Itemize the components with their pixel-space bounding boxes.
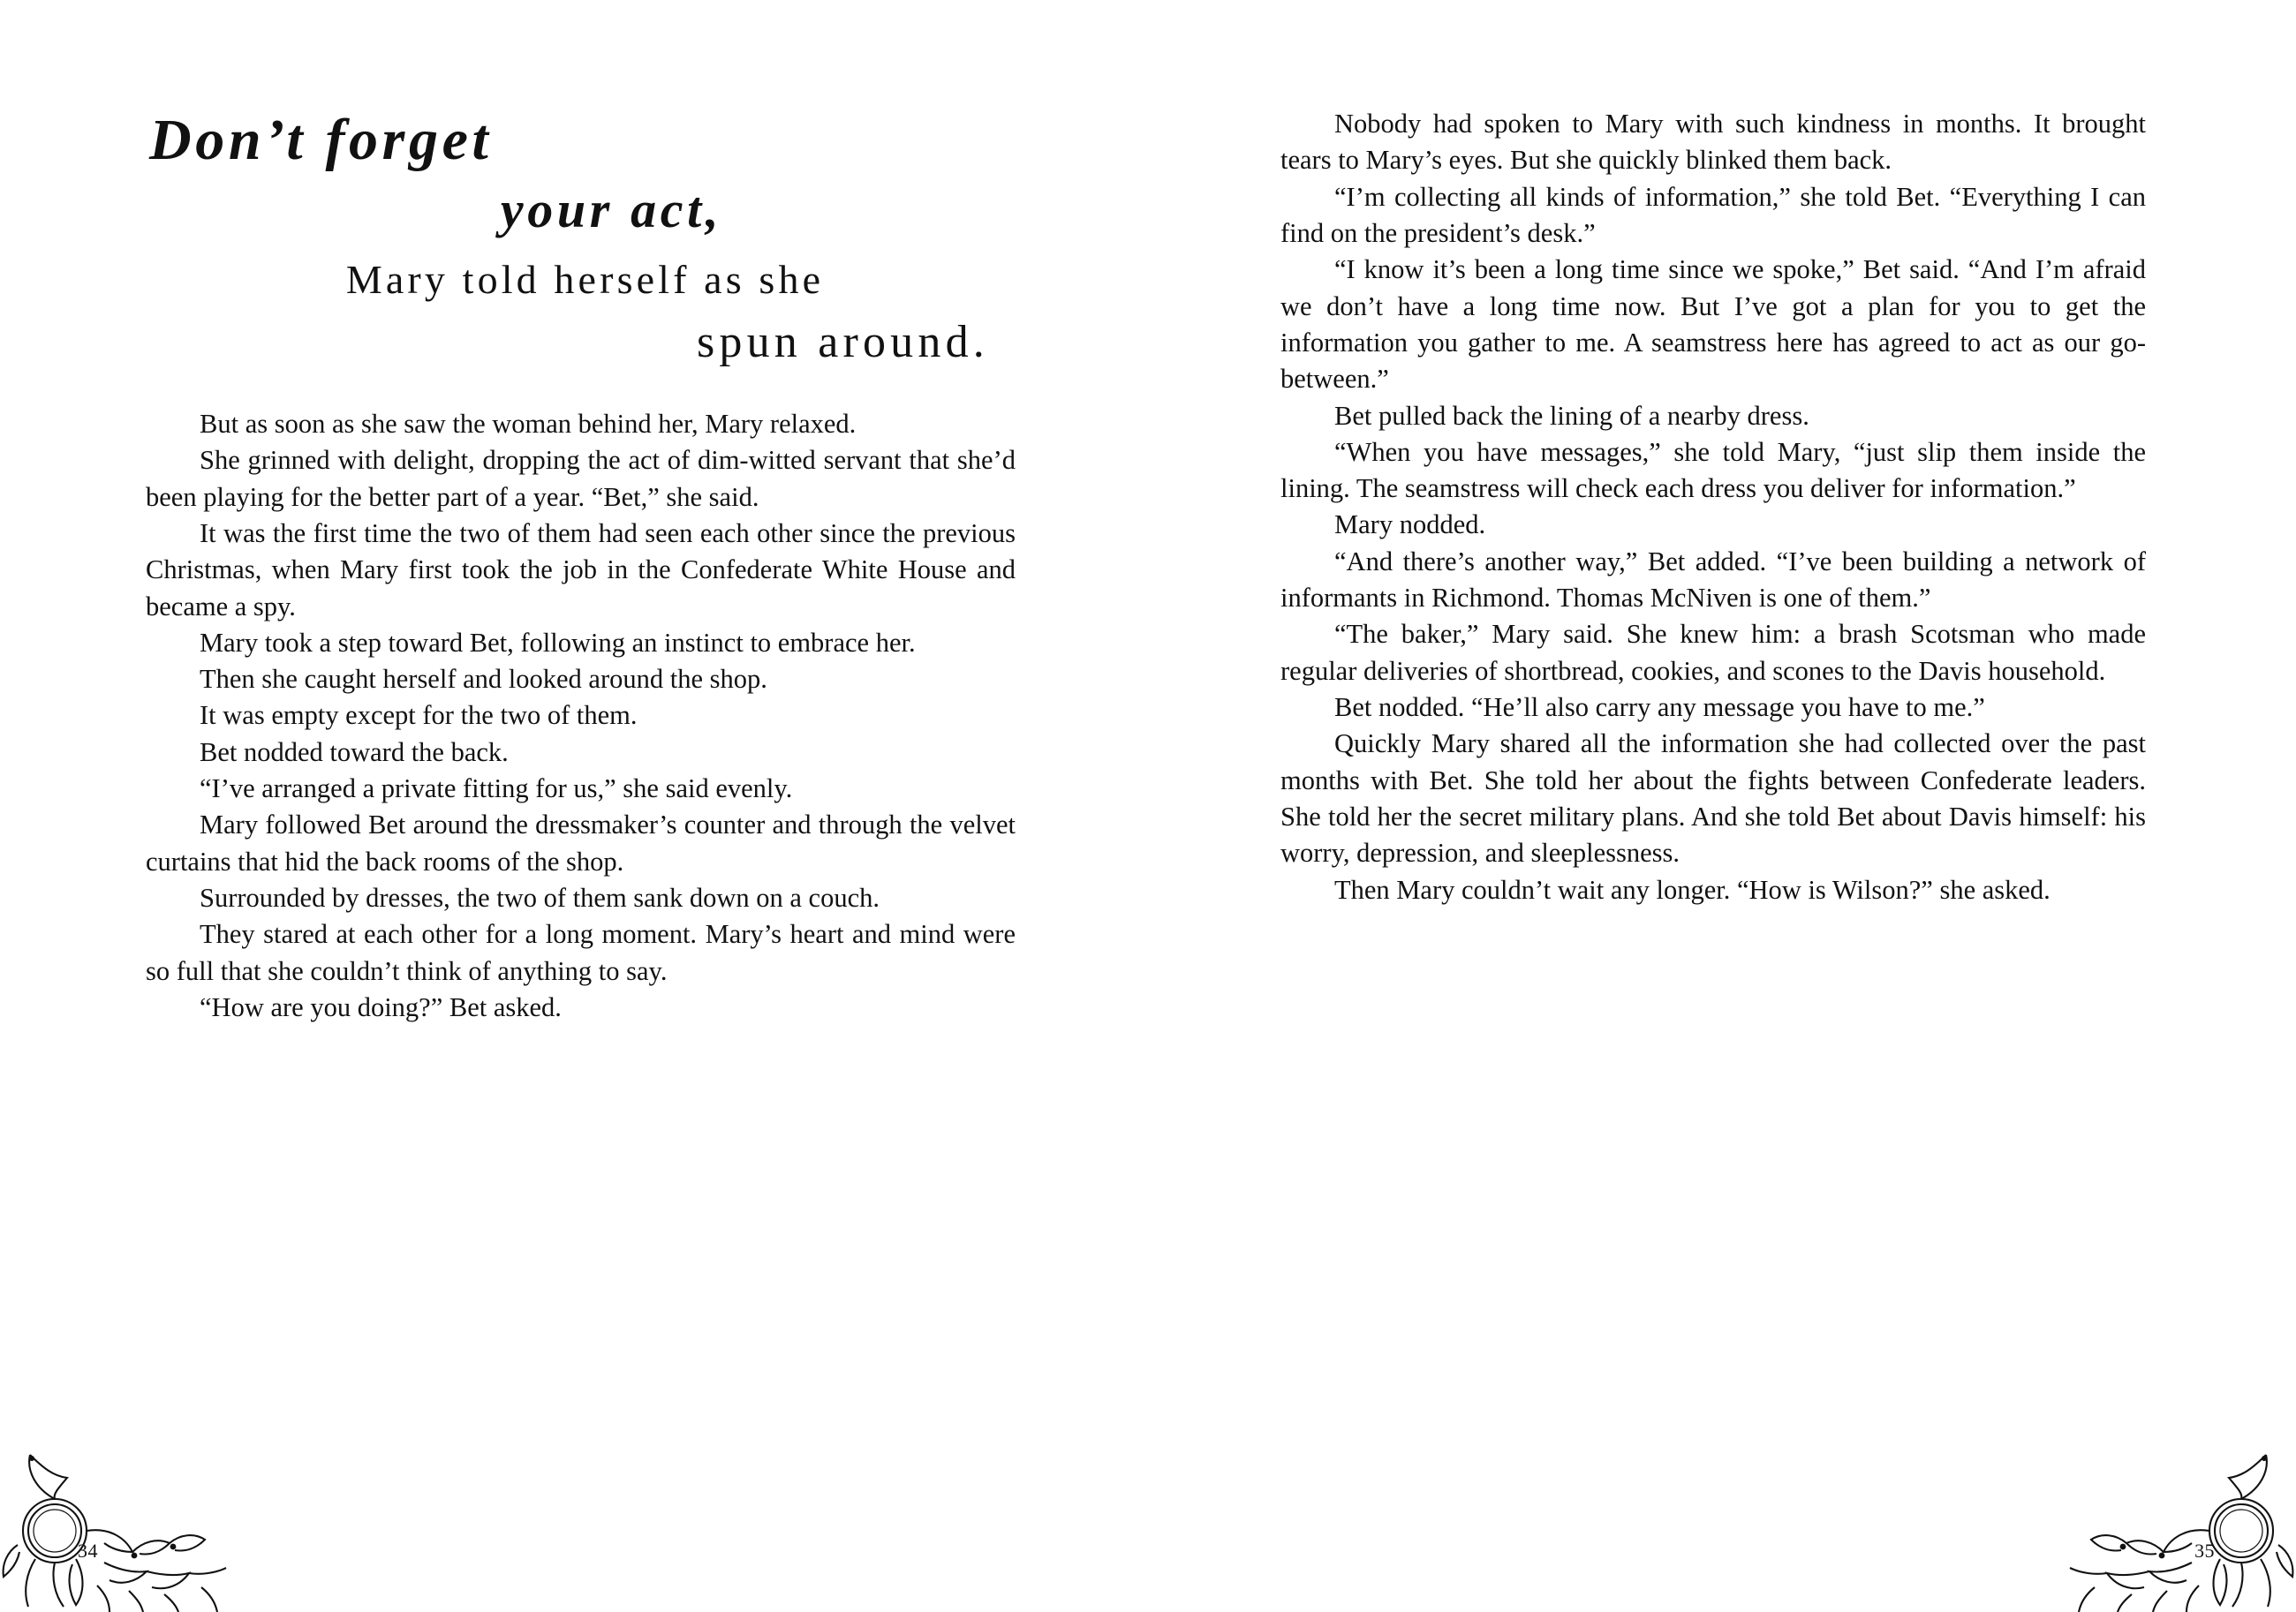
- paragraph: It was the first time the two of them had seen each other since the previous Christmas, when Mary first took the job in the Confederate White House and became a spy.: [146, 517, 1016, 621]
- paragraph: “I know it’s been a long time since we spoke,” Bet said. “And I’m afraid we don’t have a long time now. But I’ve got a plan for you to get the information you gather to me. A seamstress here has agreed to act as our go-between.”: [1280, 254, 2146, 395]
- right-page-body-text: [1280, 106, 2146, 908]
- paragraph: Then she caught herself and looked around the shop.: [200, 664, 767, 695]
- paragraph: “The baker,” Mary said. She knew him: a brash Scotsman who made regular deliveries of shortbread, cookies, and scones to the Davis household.: [1280, 619, 2146, 686]
- left-page-body-text: [146, 406, 1016, 1026]
- paragraph: She grinned with delight, dropping the act of dim-witted servant that she’d been playing for the better part of a year. “Bet,” she said.: [146, 445, 1016, 512]
- paragraph: “And there’s another way,” Bet added. “I’ve been building a network of informants in Richmond. Thomas McNiven is one of them.”: [1280, 546, 2146, 614]
- paragraph: “How are you doing?” Bet asked.: [200, 991, 562, 1022]
- paragraph: Bet pulled back the lining of a nearby dress.: [1334, 400, 1809, 431]
- paragraph: Mary nodded.: [1334, 509, 1486, 540]
- paragraph: Mary followed Bet around the dressmaker’s counter and through the velvet curtains that hid the back rooms of the shop.: [146, 810, 1016, 877]
- paragraph: Nobody had spoken to Mary with such kindness in months. It brought tears to Mary’s eyes. But she quickly blinked them back.: [1280, 109, 2146, 176]
- corner-flourish-ornament: [0, 1453, 230, 1612]
- display-heading-line-1: Don’t forget: [149, 108, 493, 172]
- paragraph: Mary took a step toward Bet, following an instinct to embrace her.: [200, 627, 916, 658]
- paragraph: Surrounded by dresses, the two of them sank down on a couch.: [200, 883, 880, 913]
- paragraph: Then Mary couldn’t wait any longer. “How is Wilson?” she asked.: [1334, 874, 2051, 905]
- paragraph: “I’m collecting all kinds of information,” she told Bet. “Everything I can find on the president’s desk.”: [1280, 181, 2146, 248]
- display-heading-line-2: your act,: [500, 180, 723, 238]
- paragraph: “When you have messages,” she told Mary, “just slip them inside the lining. The seamstress will check each dress you deliver for information.”: [1280, 436, 2146, 504]
- paragraph: Bet nodded. “He’ll also carry any message you have to me.”: [1334, 692, 1985, 722]
- right-page: [1148, 0, 2296, 1612]
- paragraph: “I’ve arranged a private fitting for us,” she said evenly.: [200, 773, 793, 804]
- page-number: 35: [2194, 1540, 2215, 1562]
- page-number: 34: [78, 1540, 98, 1562]
- paragraph: It was empty except for the two of them.: [200, 700, 638, 731]
- paragraph: Bet nodded toward the back.: [200, 736, 509, 767]
- chapter-display-heading: [146, 106, 1016, 369]
- display-heading-line-4: spun around.: [696, 316, 989, 367]
- corner-flourish-ornament: [2066, 1453, 2296, 1612]
- paragraph: But as soon as she saw the woman behind her, Mary relaxed.: [200, 408, 857, 439]
- paragraph: They stared at each other for a long moment. Mary’s heart and mind were so full that she couldn’t think of anything to say.: [146, 919, 1016, 986]
- display-heading-line-3: Mary told herself as she: [345, 257, 825, 303]
- paragraph: Quickly Mary shared all the information she had collected over the past months with Bet. She told her about the fights between Confederate leaders. She told her the secret military plans. And she told Bet about Davis himself: his worry, depression, and sleeplessness.: [1280, 728, 2146, 869]
